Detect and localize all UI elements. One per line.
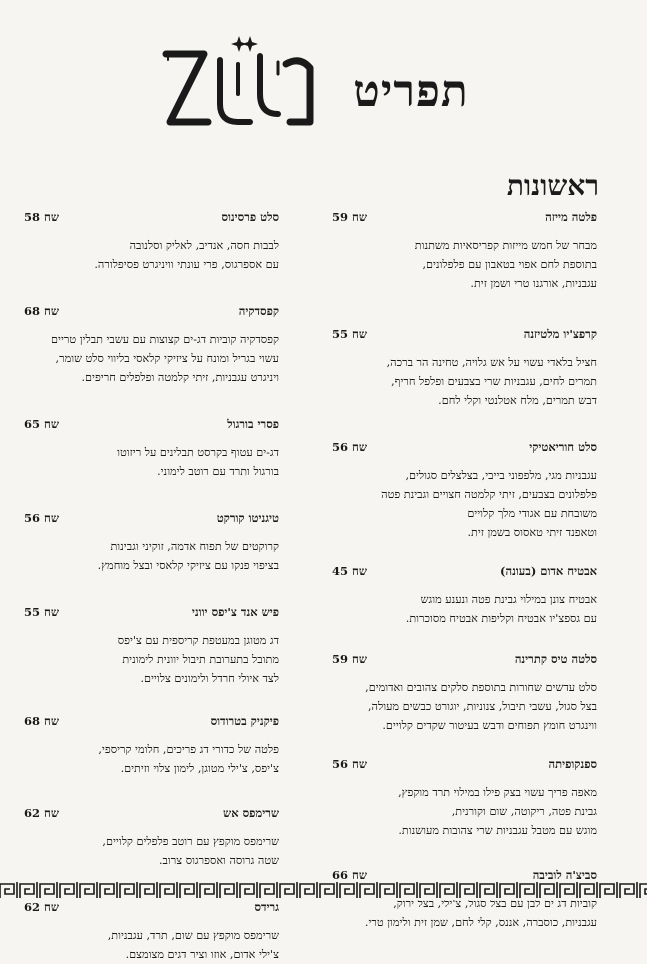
menu-item-name: סלט פרסינוס bbox=[221, 210, 279, 224]
menu-item-name: ספנקופיתה bbox=[548, 757, 597, 771]
menu-item bbox=[332, 327, 597, 410]
menu-item-price: 66 שח bbox=[332, 868, 367, 882]
menu-item bbox=[332, 564, 597, 628]
decorative-pattern-border bbox=[0, 880, 647, 900]
menu-item-price: 62 שח bbox=[24, 806, 59, 820]
menu-item-header bbox=[332, 440, 597, 466]
menu-item-description-line: בציפוי פנקו עם ציזיקי קלאסי ובצל מוחמץ. bbox=[97, 559, 279, 572]
section-title-starters: ראשונות bbox=[506, 169, 599, 202]
menu-item-name: קפסדקיה bbox=[238, 304, 279, 318]
menu-item-name: פיקניק בטרודוס bbox=[210, 714, 279, 728]
menu-item bbox=[332, 868, 597, 932]
menu-item-name: סלט חוריאטיקי bbox=[529, 440, 597, 454]
menu-item-price: 56 שח bbox=[332, 757, 367, 771]
menu-item-price: 68 שח bbox=[24, 304, 59, 318]
menu-item bbox=[24, 806, 279, 870]
menu-item-description-line: דג-ים עטוף בקרסט תבלינים על ריזוטו bbox=[117, 446, 279, 459]
menu-item-description-line: בצל סגול, עשבי תיבול, צנוניות, יוגורט כבשים מעולה, bbox=[368, 700, 597, 713]
menu-item-name: גרידס bbox=[254, 900, 279, 914]
menu-item-description-line: קוביות דג ים לבן עם בצל סגול, צ'ילי, בצל ירוק, bbox=[393, 897, 597, 910]
menu-item-header bbox=[24, 210, 279, 236]
menu-item-header bbox=[24, 417, 279, 443]
menu-item bbox=[332, 757, 597, 840]
menu-item bbox=[24, 511, 279, 575]
menu-item-description-line: מוגש עם מטבל עגבניות שרי צהובות מעושנות. bbox=[398, 824, 597, 837]
menu-item-description-line: לבבות חסה, אנדיב, לאליק וסלנובה bbox=[129, 239, 279, 252]
menu-item-description-line: ווינגרט חומץ תפוחים ודבש בעיטור שקדים קלויים. bbox=[382, 719, 597, 732]
menu-item-price: 56 שח bbox=[332, 440, 367, 454]
menu-item-header bbox=[24, 806, 279, 832]
menu-item-description-line: שטה גרוסה ואספרגוס צרוב. bbox=[158, 854, 279, 867]
menu-item-description-line: משובחת עם אגודי מלך קלויים bbox=[467, 507, 597, 520]
menu-item bbox=[24, 210, 279, 274]
menu-item-header bbox=[332, 327, 597, 353]
menu-item-description-line: עם אספרגוס, פרי עונתי וויניגרט פסיפלורה. bbox=[94, 258, 279, 271]
menu-item-description-line: פלטה של כדורי דג פריכים, חלומי קריספי, bbox=[98, 743, 279, 756]
menu-item bbox=[332, 652, 597, 735]
menu-item-description-line: שרימפס מוקפץ עם רוטב פלפלים קלויים, bbox=[102, 835, 279, 848]
menu-item-description-line: מבחר של חמש מייזות קפריסאיות משתנות bbox=[414, 239, 597, 252]
menu-item-description-line: עשוי בגריל ומונח על ציזיקי קלאסי בליווי סלט שומר, bbox=[55, 352, 279, 365]
menu-item-description-line: עגבניות, כוסברה, אננס, קלי לחם, שמן זית ולימון טרי. bbox=[364, 916, 597, 929]
menu-item-description-line: עגבניות, אורגנו טרי ושמן זית. bbox=[470, 277, 597, 290]
menu-item-description-line: קפסדקיה קוביות דג-ים קצוצות עם עשבי תבלין טריים bbox=[51, 333, 279, 346]
menu-item bbox=[332, 440, 597, 542]
menu-item-header bbox=[24, 900, 279, 926]
menu-item-description-line: וטאפנד זיתי טאסוס בשמן זית. bbox=[467, 526, 597, 539]
menu-item-description-line: מתובל בתערובת תיבול יוונית לימונית bbox=[122, 653, 279, 666]
menu-item-description-line: פלפלונים בצבעים, זיתי קלמטה חצויים וגבינת פטה bbox=[381, 488, 597, 501]
menu-item bbox=[24, 417, 279, 481]
menu-item-price: 68 שח bbox=[24, 714, 59, 728]
menu-item bbox=[24, 900, 279, 964]
menu-item-description-line: אבטיח צונן במילוי גבינת פטה ונענע מוגש bbox=[420, 593, 597, 606]
menu-header bbox=[0, 30, 647, 135]
menu-item-price: 55 שח bbox=[332, 327, 367, 341]
menu-item-header bbox=[332, 757, 597, 783]
menu-item bbox=[332, 210, 597, 293]
menu-item-name: פסרי בורגול bbox=[227, 417, 279, 431]
menu-item-name: קרפצ'יו מלטיזנה bbox=[523, 327, 597, 341]
menu-item-header bbox=[24, 605, 279, 631]
menu-item-name: פלטה מייזה bbox=[545, 210, 597, 224]
menu-item-description-line: צ'ילי אדום, אוזו וציר דגים מצומצם. bbox=[125, 948, 279, 961]
menu-item-price: 45 שח bbox=[332, 564, 367, 578]
menu-item-description-line: דבש תמרים, מלח אטלנטי וקלי לחם. bbox=[438, 394, 597, 407]
menu-item-description-line: צ'יפס, צ'ילי מטוגן, לימון צלוי וזיתים. bbox=[120, 762, 279, 775]
restaurant-logo bbox=[160, 34, 328, 132]
menu-item bbox=[24, 714, 279, 778]
menu-item-description-line: מאפה פריך עשוי בצק פילו במילוי תרד מוקפץ, bbox=[398, 786, 597, 799]
menu-item-description-line: תמרים לחים, עגבניות שרי בצבעים ופלפל חריף, bbox=[391, 375, 597, 388]
menu-column-right bbox=[332, 210, 597, 932]
menu-item-header bbox=[24, 511, 279, 537]
menu-item-price: 59 שח bbox=[332, 210, 367, 224]
menu-item bbox=[24, 304, 279, 387]
menu-item-header bbox=[332, 652, 597, 678]
menu-item-header bbox=[332, 210, 597, 236]
menu-item-name: אבטיח אדום (בעונה) bbox=[500, 564, 597, 578]
menu-column-left bbox=[24, 210, 279, 964]
menu-item-description-line: לצד איולי חרדל ולימונים צלויים. bbox=[140, 672, 279, 685]
menu-item-price: 65 שח bbox=[24, 417, 59, 431]
menu-item-price: 56 שח bbox=[24, 511, 59, 525]
menu-item-description-line: סלט עדשים שחורות בתוספת סלקים צהובים ואדומים, bbox=[365, 681, 597, 694]
menu-item-description-line: דג מטוגן במעטפת קריספית עם צ'יפס bbox=[117, 634, 279, 647]
menu-item-description-line: עגבניות מגי, מלפפוני בייבי, בצלצלים סגולים, bbox=[405, 469, 597, 482]
menu-item-description-line: ויניגרט עגבניות, זיתי קלמטה ופלפלים חריפים. bbox=[81, 371, 279, 384]
menu-item-price: 62 שח bbox=[24, 900, 59, 914]
menu-item-name: טיגניטו קורקט bbox=[216, 511, 279, 525]
menu-item-description-line: בתוספת לחם אפוי בטאבון עם פלפלונים, bbox=[422, 258, 597, 271]
menu-item-description-line: קרוקטים של תפוח אדמה, זוקיני וגבינות bbox=[110, 540, 279, 553]
menu-item-description-line: שרימפס מוקפץ עם שום, תרד, עגבניות, bbox=[107, 929, 279, 942]
menu-item-price: 58 שח bbox=[24, 210, 59, 224]
menu-item-price: 59 שח bbox=[332, 652, 367, 666]
menu-item-name: סלטה טיס קתרינה bbox=[514, 652, 597, 666]
menu-item-price: 55 שח bbox=[24, 605, 59, 619]
menu-item-description-line: בורגול ותרד עם רוטב לימוני. bbox=[157, 465, 279, 478]
menu-item-name: שרימפס אש bbox=[223, 806, 279, 820]
menu-item-description-line: חציל בלאדי עשוי על אש גלויה, טחינה הר ברכה, bbox=[386, 356, 597, 369]
menu-item-header bbox=[24, 304, 279, 330]
menu-item-name: סביצ'ה לוביבה bbox=[532, 868, 597, 882]
menu-item bbox=[24, 605, 279, 688]
menu-title: תפריט bbox=[353, 66, 469, 117]
menu-item-header bbox=[24, 714, 279, 740]
menu-item-description-line: גבינת פטה, ריקוטה, שום וקורנית, bbox=[451, 805, 597, 818]
menu-item-header bbox=[332, 564, 597, 590]
menu-item-name: פיש אנד צ'יפס יווני bbox=[191, 605, 279, 619]
menu-item-description-line: עם גספצ'יו אבטיח וקליפות אבטיח מסוכרות. bbox=[405, 612, 597, 625]
